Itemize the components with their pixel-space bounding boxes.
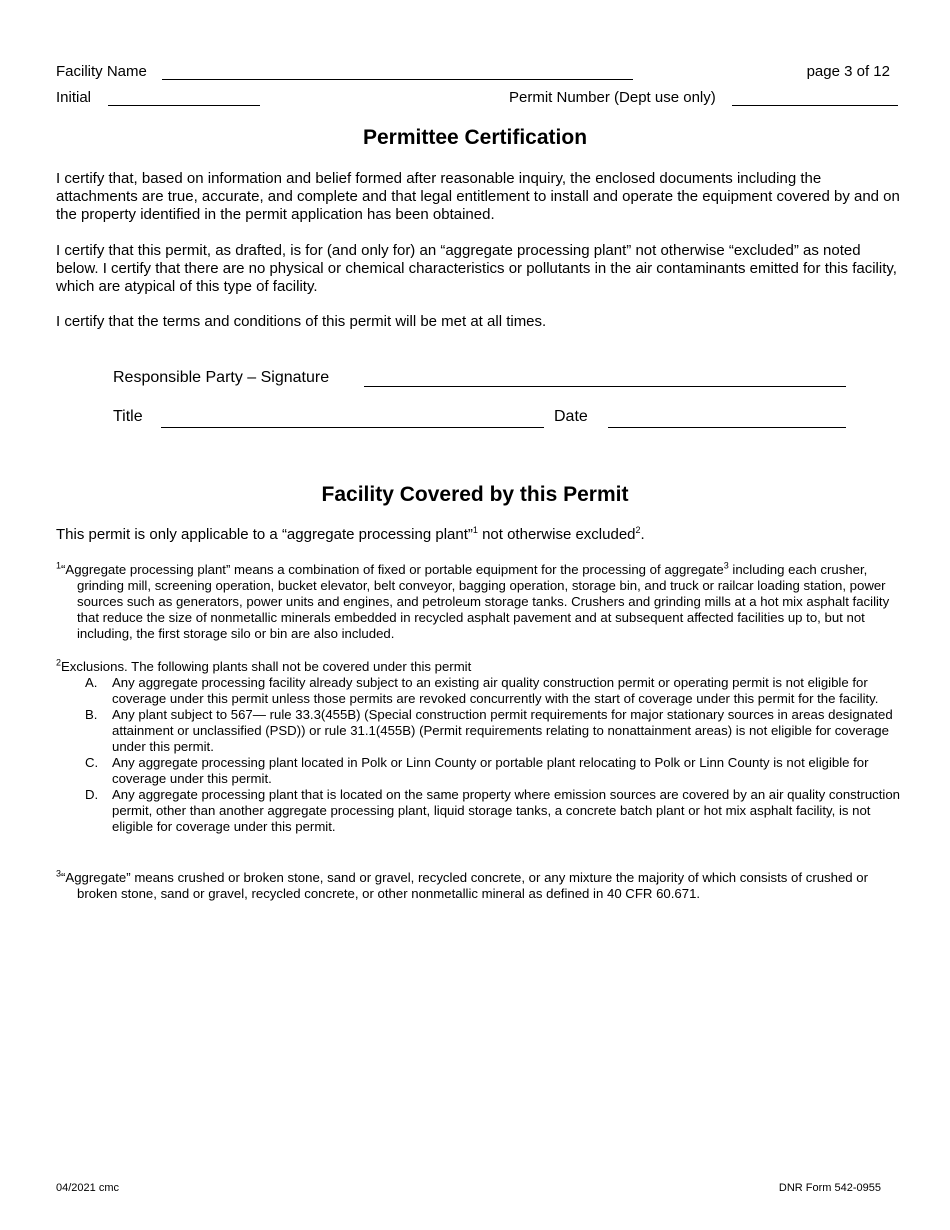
certification-paragraph-1: I certify that, based on information and belief formed after reasonable inquiry, the enclosed documents including the attachments are true, accurate, and complete and that legal entitlement to install and operate the equipment covered by and on the property identified in the permit application has been obtained. <box>56 170 900 223</box>
permit-number-label: Permit Number (Dept use only) <box>509 89 716 106</box>
initial-label: Initial <box>56 89 92 106</box>
permit-number-field[interactable] <box>732 105 898 106</box>
page-indicator: page 3 of 12 <box>806 63 890 80</box>
date-field[interactable] <box>608 427 846 428</box>
certification-paragraph-2: I certify that this permit, as drafted, is for (and only for) an “aggregate processing plant” not otherwise “excluded” as noted below. I certify that there are no physical or chemical characteristics or pollutants in the air contaminants emitted for this facility, which are atypical of this type of facility. <box>56 242 897 295</box>
signature-field[interactable] <box>364 386 846 387</box>
date-label: Date <box>554 408 588 425</box>
exclusion-item: C. Any aggregate processing plant located in Polk or Linn County or portable plant relocating to Polk or Linn County is not eligible for coverage under this permit. <box>85 755 869 786</box>
signature-label: Responsible Party – Signature <box>113 369 330 386</box>
footer-form-number: DNR Form 542-0955 <box>778 1182 881 1194</box>
exclusion-item: D. Any aggregate processing plant that is located on the same property where emission sources are covered by an air quality construction permit, other than another aggregate processing plant, liquid storage tanks, a concrete batch plant or hot mix asphalt facility, is not eligible for coverage under this permit. <box>85 787 901 834</box>
initial-field[interactable] <box>108 105 260 106</box>
facility-name-field[interactable] <box>162 79 633 80</box>
certification-title: Permittee Certification <box>362 126 588 149</box>
footnote-1: $^1$“Aggregate processing plant” means a combination of fixed or portable equipment for the processing of aggregate$^3$ including each crusher, grinding mill, screening operation, bucket elevator, belt conveyor, bagging operation, storage bin, and truck or railcar loading station, power sources such as generators, power units and engines, and petroleum storage tanks. Crushers and grinding mills at a hot mix asphalt facility that reduce the size of nonmetallic minerals embedded in recycled asphalt pavement and at subsequent affected facilities up to, but not including, the first storage silo or bin are also included. <box>56 560 890 641</box>
certification-paragraph-3: I certify that the terms and conditions of this permit will be met at all times. <box>56 313 547 330</box>
exclusions-list <box>56 675 901 835</box>
exclusion-item: A. Any aggregate processing facility already subject to an existing air quality construction permit or operating permit is not eligible for coverage under this permit unless those permits are revoked concurrently with the start of coverage under this permit for the facility. <box>85 675 879 706</box>
facility-name-label: Facility Name <box>56 63 147 80</box>
title-field[interactable] <box>161 427 544 428</box>
exclusion-item: B. Any plant subject to 567— rule 33.3(455B) (Special construction permit requirements for major stationary sources in areas designated attainment or unclassified (PSD)) or rule 31.1(455B) (Permit requirements relating to nonattainment areas) is not eligible for coverage under this permit. <box>85 707 893 754</box>
facility-intro: This permit is only applicable to a “aggregate processing plant”$^1$ not otherwise excluded$^2$. <box>56 525 645 543</box>
footer-date: 04/2021 cmc <box>56 1182 119 1194</box>
title-label: Title <box>113 408 143 425</box>
footnote-2: $^2$Exclusions. The following plants shall not be covered under this permit A. Any aggregate processing facility already subject to an existing air quality construction permit or operating permit is not eligible for coverage under this permit unless those permits are revoked concurrently with the start of coverage under this permit for the facility. B. Any plant subject to 567— rule 33.3(455B) (Special construction permit requirements for major stationary sources in areas designated attainment or unclassified (PSD)) or rule 31.1(455B) (Permit requirements relating to nonattainment areas) is not eligible for coverage under this permit. C. Any aggregate processing plant located in Polk or Linn County or portable plant relocating to Polk or Linn County is not eligible for coverage under this permit. D. Any aggregate processing plant that is located on the same property where emission sources are covered by an air quality construction permit, other than another aggregate processing plant, liquid storage tanks, a concrete batch plant or hot mix asphalt facility, is not eligible for coverage under this permit. <box>56 657 901 834</box>
facility-title: Facility Covered by this Permit <box>321 483 629 506</box>
footnote-3: $^3$“Aggregate” means crushed or broken stone, sand or gravel, recycled concrete, or any mixture the majority of which consists of crushed or broken stone, sand or gravel, recycled concrete, or other nonmetallic mineral as defined in 40 CFR 60.671. <box>56 868 869 901</box>
